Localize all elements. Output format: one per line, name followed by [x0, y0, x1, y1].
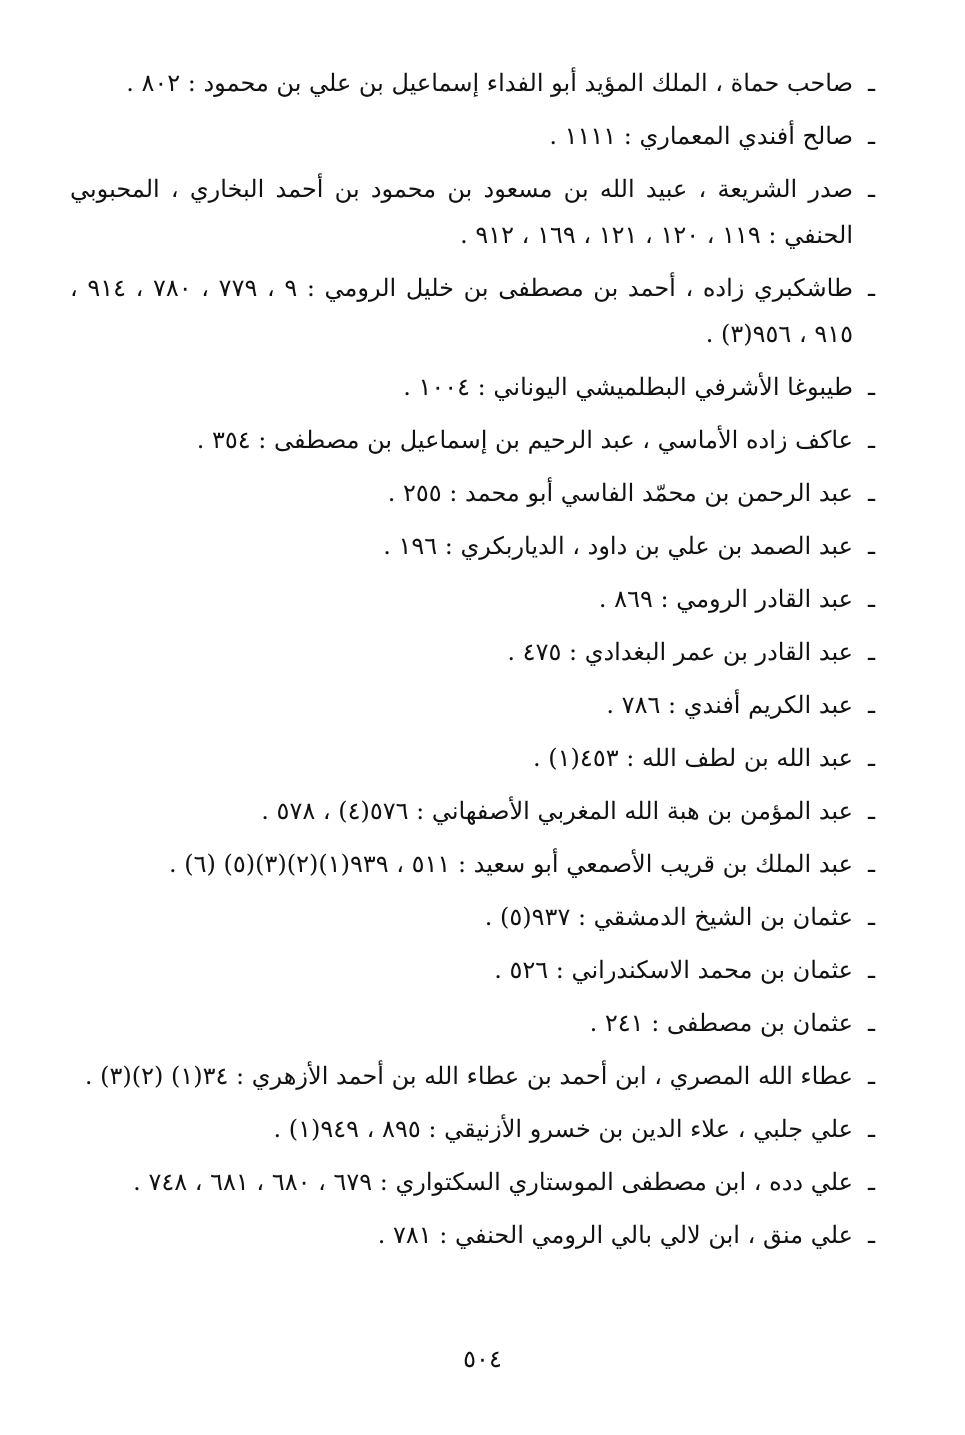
entry-text: صالح أفندي المعماري : ١١١١ . [549, 122, 853, 150]
index-entry [70, 60, 875, 106]
entry-dash: ـ [867, 373, 875, 401]
entry-text: عثمان بن الشيخ الدمشقي : ٩٣٧(٥) . [484, 903, 853, 931]
index-entry [70, 1212, 875, 1258]
entry-text: عبد المؤمن بن هبة الله المغربي الأصفهاني : ٥٧٦(٤) ، ٥٧٨ . [261, 797, 853, 825]
entry-text: عبد الملك بن قريب الأصمعي أبو سعيد : ٥١١ ، ٩٣٩(١)(٢)(٣)(٥) (٦) . [168, 850, 853, 878]
index-entry [70, 113, 875, 159]
entry-dash: ـ [867, 1009, 875, 1037]
index-entry [70, 947, 875, 993]
entry-text: صاحب حماة ، الملك المؤيد أبو الفداء إسماعيل بن علي بن محمود : ٨٠٢ . [126, 69, 853, 97]
entry-dash: ـ [867, 69, 875, 97]
index-entry [70, 1000, 875, 1046]
entry-dash: ـ [867, 691, 875, 719]
index-entry [70, 576, 875, 622]
entry-text: صدر الشريعة ، عبيد الله بن مسعود بن محمود بن أحمد البخاري ، المحبوبي الحنفي : ١١٩ ، ١٢٠ ، ١٢١ ، ١٦٩ ، ٩١٢ . [70, 175, 853, 249]
index-entry [70, 265, 875, 357]
entry-dash: ـ [867, 274, 875, 302]
entry-text: طاشكبري زاده ، أحمد بن مصطفى بن خليل الرومي : ٩ ، ٧٧٩ ، ٧٨٠ ، ٩١٤ ، ٩١٥ ، ٩٥٦(٣) . [70, 274, 853, 348]
index-entry [70, 629, 875, 675]
entry-text: عبد الرحمن بن محمّد الفاسي أبو محمد : ٢٥٥ . [387, 479, 853, 507]
entry-dash: ـ [867, 850, 875, 878]
entry-text: علي دده ، ابن مصطفى الموستاري السكتواري : ٦٧٩ ، ٦٨٠ ، ٦٨١ ، ٧٤٨ . [133, 1168, 853, 1196]
index-page [70, 60, 875, 1265]
index-entry [70, 166, 875, 258]
entry-text: عطاء الله المصري ، ابن أحمد بن عطاء الله بن أحمد الأزهري : ٣٤(١) (٢)(٣) . [84, 1062, 853, 1090]
index-entry [70, 788, 875, 834]
page-number: ٥٠٤ [463, 1345, 502, 1373]
entry-dash: ـ [867, 479, 875, 507]
index-entry [70, 894, 875, 940]
index-entry [70, 841, 875, 887]
entry-dash: ـ [867, 585, 875, 613]
index-entry [70, 1053, 875, 1099]
entry-dash: ـ [867, 638, 875, 666]
index-entry [70, 735, 875, 781]
index-entry [70, 682, 875, 728]
entry-text: عبد القادر بن عمر البغدادي : ٤٧٥ . [507, 638, 853, 666]
entry-text: عبد القادر الرومي : ٨٦٩ . [598, 585, 853, 613]
entry-dash: ـ [867, 532, 875, 560]
entry-dash: ـ [867, 1062, 875, 1090]
entry-text: عاكف زاده الأماسي ، عبد الرحيم بن إسماعيل بن مصطفى : ٣٥٤ . [196, 426, 853, 454]
index-entry [70, 1159, 875, 1205]
entry-text: علي منق ، ابن لالي بالي الرومي الحنفي : ٧٨١ . [377, 1221, 853, 1249]
index-entry [70, 417, 875, 463]
entry-dash: ـ [867, 175, 875, 203]
entry-dash: ـ [867, 1115, 875, 1143]
entry-dash: ـ [867, 903, 875, 931]
entry-dash: ـ [867, 1221, 875, 1249]
entry-text: طيبوغا الأشرفي البطلميشي اليوناني : ١٠٠٤ . [403, 373, 853, 401]
entry-dash: ـ [867, 956, 875, 984]
entry-dash: ـ [867, 797, 875, 825]
entry-dash: ـ [867, 122, 875, 150]
entry-text: عثمان بن محمد الاسكندراني : ٥٢٦ . [494, 956, 853, 984]
entry-text: عبد الصمد بن علي بن داود ، الدياربكري : ١٩٦ . [383, 532, 853, 560]
entry-text: عبد الكريم أفندي : ٧٨٦ . [606, 691, 853, 719]
index-entry [70, 1106, 875, 1152]
entry-text: علي جلبي ، علاء الدين بن خسرو الأزنيقي : ٨٩٥ ، ٩٤٩(١) . [273, 1115, 853, 1143]
entry-dash: ـ [867, 1168, 875, 1196]
index-entry [70, 364, 875, 410]
entry-dash: ـ [867, 426, 875, 454]
index-entry [70, 470, 875, 516]
entry-text: عثمان بن مصطفى : ٢٤١ . [589, 1009, 853, 1037]
entry-dash: ـ [867, 744, 875, 772]
index-entry [70, 523, 875, 569]
entry-text: عبد الله بن لطف الله : ٤٥٣(١) . [533, 744, 853, 772]
